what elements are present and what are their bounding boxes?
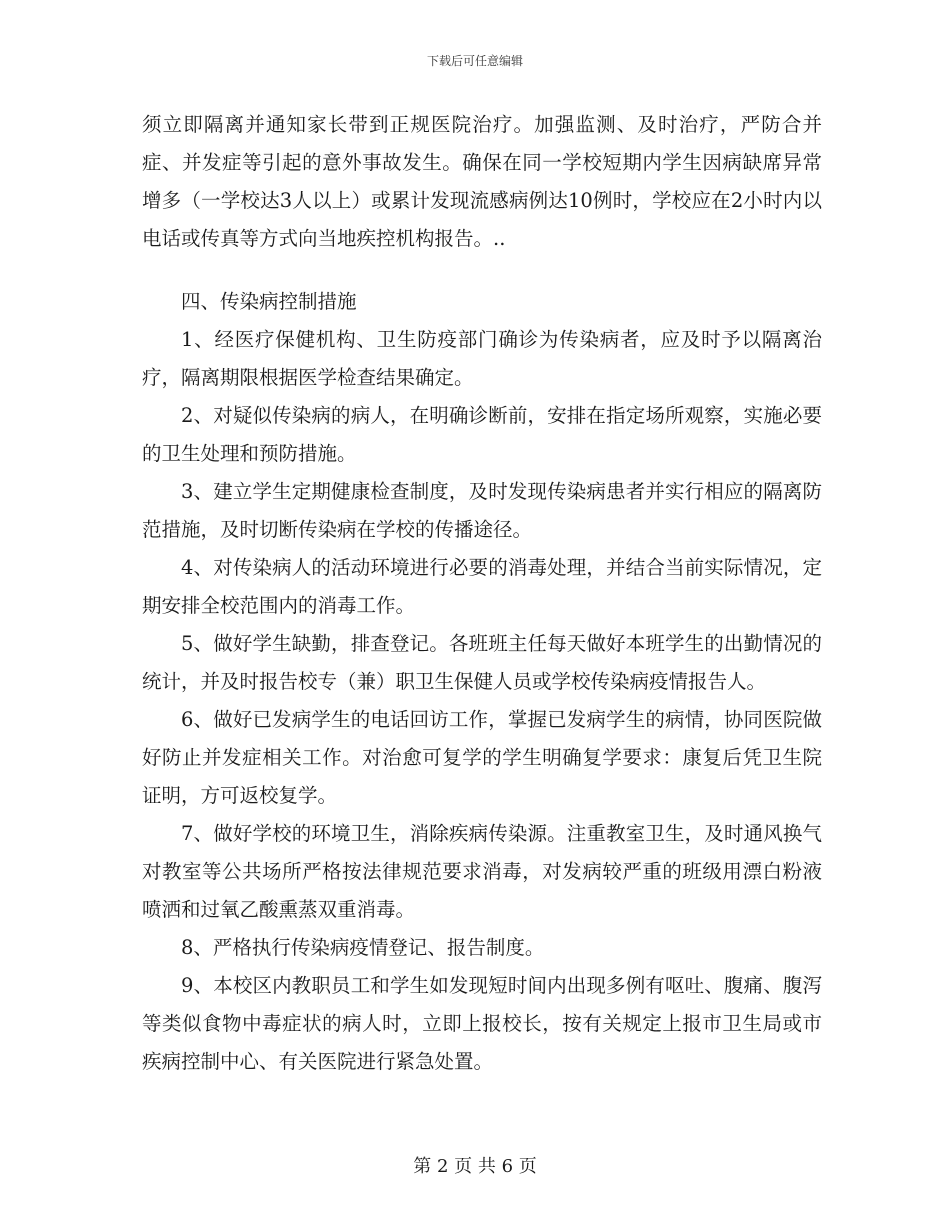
intro-paragraph: 须立即隔离并通知家长带到正规医院治疗。加强监测、及时治疗，严防合并症、并发症等引起的意外事故发生。确保在同一学校短期内学生因病缺席异常增多（一学校达3人以上）或累计发现流感病例达10例时，学校应在2小时内以电话或传真等方式向当地疾控机构报告。.. <box>142 113 822 250</box>
measure-item-7: 7、做好学校的环境卫生，消除疾病传染源。注重教室卫生，及时通风换气对教室等公共场所严格按法律规范要求消毒，对发病较严重的班级用漂白粉液喷洒和过氧乙酸熏蒸双重消毒。 <box>142 822 822 921</box>
measure-item-6: 6、做好已发病学生的电话回访工作，掌握已发病学生的病情，协同医院做好防止并发症相关工作。对治愈可复学的学生明确复学要求：康复后凭卫生院证明，方可返校复学。 <box>142 708 822 807</box>
page-number-footer: 第 2 页 共 6 页 <box>413 1156 537 1177</box>
measure-item-5: 5、做好学生缺勤，排查登记。各班班主任每天做好本班学生的出勤情况的统计，并及时报告校专（兼）职卫生保健人员或学校传染病疫情报告人。 <box>142 632 822 693</box>
section-title: 四、传染病控制措施 <box>181 290 357 313</box>
measure-item-3: 3、建立学生定期健康检查制度，及时发现传染病患者并实行相应的隔离防范措施，及时切断传染病在学校的传播途径。 <box>142 480 822 541</box>
measure-item-4: 4、对传染病人的活动环境进行必要的消毒处理，并结合当前实际情况，定期安排全校范围内的消毒工作。 <box>142 556 822 617</box>
measure-item-8: 8、严格执行传染病疫情登记、报告制度。 <box>181 936 545 959</box>
measure-item-9: 9、本校区内教职员工和学生如发现短时间内出现多例有呕吐、腹痛、腹泻等类似食物中毒症状的病人时，立即上报校长，按有关规定上报市卫生局或市疾病控制中心、有关医院进行紧急处置。 <box>142 974 822 1073</box>
document-body <box>142 106 822 1081</box>
measure-item-1: 1、经医疗保健机构、卫生防疫部门确诊为传染病者，应及时予以隔离治疗，隔离期限根据医学检查结果确定。 <box>142 328 822 389</box>
measure-item-2: 2、对疑似传染病的病人，在明确诊断前，安排在指定场所观察，实施必要的卫生处理和预防措施。 <box>142 404 822 465</box>
page-header-note: 下载后可任意编辑 <box>426 54 523 68</box>
